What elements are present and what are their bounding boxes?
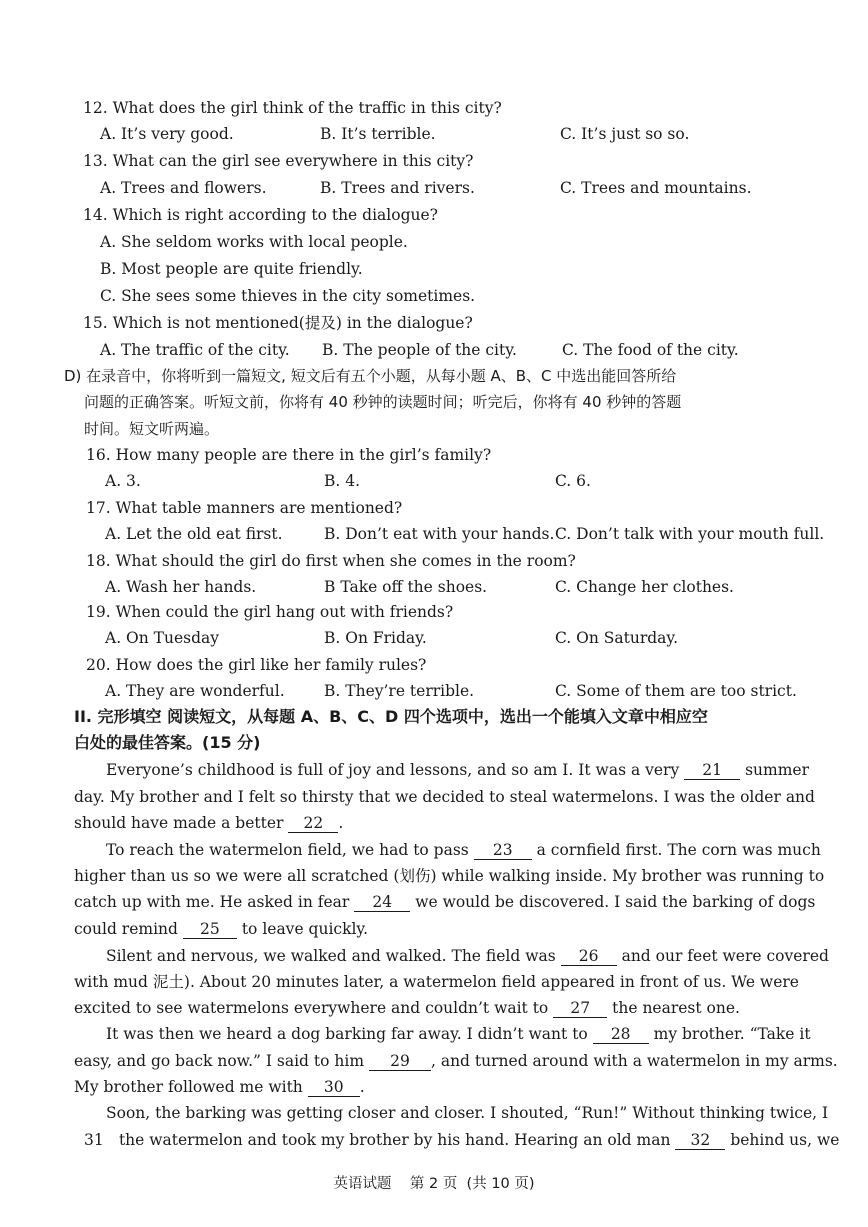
passage-text: my brother. “Take it <box>653 1025 811 1043</box>
q18-option-a: A. Wash her hands. <box>105 578 257 596</box>
passage-text: the watermelon and took my brother by his hand. Hearing an old man <box>118 1131 671 1149</box>
q13-option-c: C. Trees and mountains. <box>560 179 752 197</box>
passage-text: Everyone’s childhood is full of joy and lessons, and so am I. It was a very <box>106 761 680 779</box>
q18-option-b: B Take off the shoes. <box>324 578 488 596</box>
q19-option-a: A. On Tuesday <box>105 629 220 647</box>
q17-option-c: C. Don’t talk with your mouth full. <box>555 525 825 543</box>
blank-24: 24 <box>354 893 410 912</box>
page-footer: 英语试题 第 2 页 (共 10 页) <box>333 1176 535 1192</box>
q15-option-b: B. The people of the city. <box>322 341 517 359</box>
section-d-instructions-2: 问题的正确答案。听短文前，你将有 40 秒钟的读题时间；听完后，你将有 40 秒钟的答题 <box>84 393 682 411</box>
blank-26: 26 <box>561 947 617 966</box>
passage-text: we would be discovered. I said the barking of dogs <box>415 893 816 911</box>
q12-option-b: B. It’s terrible. <box>320 125 436 143</box>
q16-option-a: A. 3. <box>105 472 141 490</box>
passage-line: Soon, the barking was getting closer and closer. I shouted, “Run!” Without thinking twice, I <box>106 1104 829 1122</box>
blank-30: 30 <box>308 1078 360 1097</box>
passage-text: the nearest one. <box>612 999 740 1017</box>
passage-text: a cornfield first. The corn was much <box>536 841 821 859</box>
q17-option-b: B. Don’t eat with your hands. <box>324 525 555 543</box>
question-16: 16. How many people are there in the girl’s family? <box>86 446 492 464</box>
question-12: 12. What does the girl think of the traffic in this city? <box>83 99 502 117</box>
passage-text: and our feet were covered <box>621 947 829 965</box>
q13-option-a: A. Trees and flowers. <box>100 179 267 197</box>
passage-line: day. My brother and I felt so thirsty that we decided to steal watermelons. I was the older and <box>74 788 815 806</box>
q19-option-b: B. On Friday. <box>324 629 427 647</box>
q18-option-c: C. Change her clothes. <box>555 578 734 596</box>
passage-text: , and turned around with a watermelon in my arms. <box>430 1052 838 1070</box>
blank-31: 31 <box>84 1131 104 1149</box>
q16-option-b: B. 4. <box>324 472 361 490</box>
passage-line <box>74 892 815 912</box>
passage-line <box>74 1077 365 1097</box>
passage-line <box>74 813 343 833</box>
q14-option-b: B. Most people are quite friendly. <box>100 260 363 278</box>
passage-line <box>74 919 368 939</box>
q16-option-c: C. 6. <box>555 472 591 490</box>
passage-line <box>106 840 821 860</box>
q12-option-a: A. It’s very good. <box>100 125 234 143</box>
passage-line <box>106 760 809 780</box>
passage-text: to leave quickly. <box>241 920 369 938</box>
passage-line: higher than us so we were all scratched (划伤) while walking inside. My brother was running to <box>74 867 825 885</box>
passage-line <box>74 1051 838 1071</box>
passage-line: with mud 泥土). About 20 minutes later, a watermelon field appeared in front of us. We were <box>74 973 799 991</box>
question-18: 18. What should the girl do first when she comes in the room? <box>86 552 576 570</box>
passage-text: . <box>359 1078 365 1096</box>
passage-text: My brother followed me with <box>74 1078 303 1096</box>
blank-25: 25 <box>183 920 237 939</box>
q15-option-a: A. The traffic of the city. <box>100 341 290 359</box>
passage-text: It was then we heard a dog barking far away. I didn’t want to <box>106 1025 588 1043</box>
passage-text: could remind <box>74 920 178 938</box>
q19-option-c: C. On Saturday. <box>555 629 679 647</box>
q20-option-c: C. Some of them are too strict. <box>555 682 797 700</box>
q14-option-a: A. She seldom works with local people. <box>100 233 408 251</box>
passage-line <box>106 1024 811 1044</box>
passage-text: should have made a better <box>74 814 284 832</box>
q20-option-b: B. They’re terrible. <box>324 682 475 700</box>
passage-text: . <box>338 814 344 832</box>
blank-28: 28 <box>593 1025 649 1044</box>
q12-option-c: C. It’s just so so. <box>560 125 690 143</box>
blank-27: 27 <box>553 999 607 1018</box>
passage-text: To reach the watermelon field, we had to pass <box>106 841 469 859</box>
question-14: 14. Which is right according to the dialogue? <box>83 206 438 224</box>
passage-line <box>106 946 829 966</box>
q20-option-a: A. They are wonderful. <box>105 682 285 700</box>
q14-option-c: C. She sees some thieves in the city sometimes. <box>100 287 476 305</box>
question-15: 15. Which is not mentioned(提及) in the dialogue? <box>83 314 473 332</box>
q17-option-a: A. Let the old eat first. <box>105 525 283 543</box>
question-20: 20. How does the girl like her family rules? <box>86 656 427 674</box>
blank-21: 21 <box>684 761 740 780</box>
section-2-heading-1: II. 完形填空 阅读短文，从每题 A、B、C、D 四个选项中，选出一个能填入文章中相应空 <box>74 707 708 726</box>
passage-text: excited to see watermelons everywhere and couldn’t wait to <box>74 999 549 1017</box>
passage-text: Silent and nervous, we walked and walked. The field was <box>106 947 556 965</box>
q15-option-c: C. The food of the city. <box>562 341 739 359</box>
blank-22: 22 <box>288 814 338 833</box>
blank-32: 32 <box>675 1131 725 1150</box>
section-2-heading-2: 白处的最佳答案。(15 分) <box>74 733 261 752</box>
blank-29: 29 <box>369 1052 431 1071</box>
passage-text: catch up with me. He asked in fear <box>74 893 350 911</box>
passage-text: summer <box>745 761 810 779</box>
passage-text: behind us, we <box>730 1131 840 1149</box>
question-13: 13. What can the girl see everywhere in this city? <box>83 152 474 170</box>
section-d-instructions-1: D) 在录音中，你将听到一篇短文, 短文后有五个小题，从每小题 A、B、C 中选出能回答所给 <box>64 367 677 385</box>
section-d-instructions-3: 时间。短文听两遍。 <box>84 420 220 438</box>
q13-option-b: B. Trees and rivers. <box>320 179 475 197</box>
question-17: 17. What table manners are mentioned? <box>86 499 403 517</box>
passage-line <box>74 998 740 1018</box>
passage-line <box>84 1130 839 1150</box>
passage-text: easy, and go back now.” I said to him <box>74 1052 365 1070</box>
blank-23: 23 <box>474 841 532 860</box>
question-19: 19. When could the girl hang out with friends? <box>86 603 454 621</box>
